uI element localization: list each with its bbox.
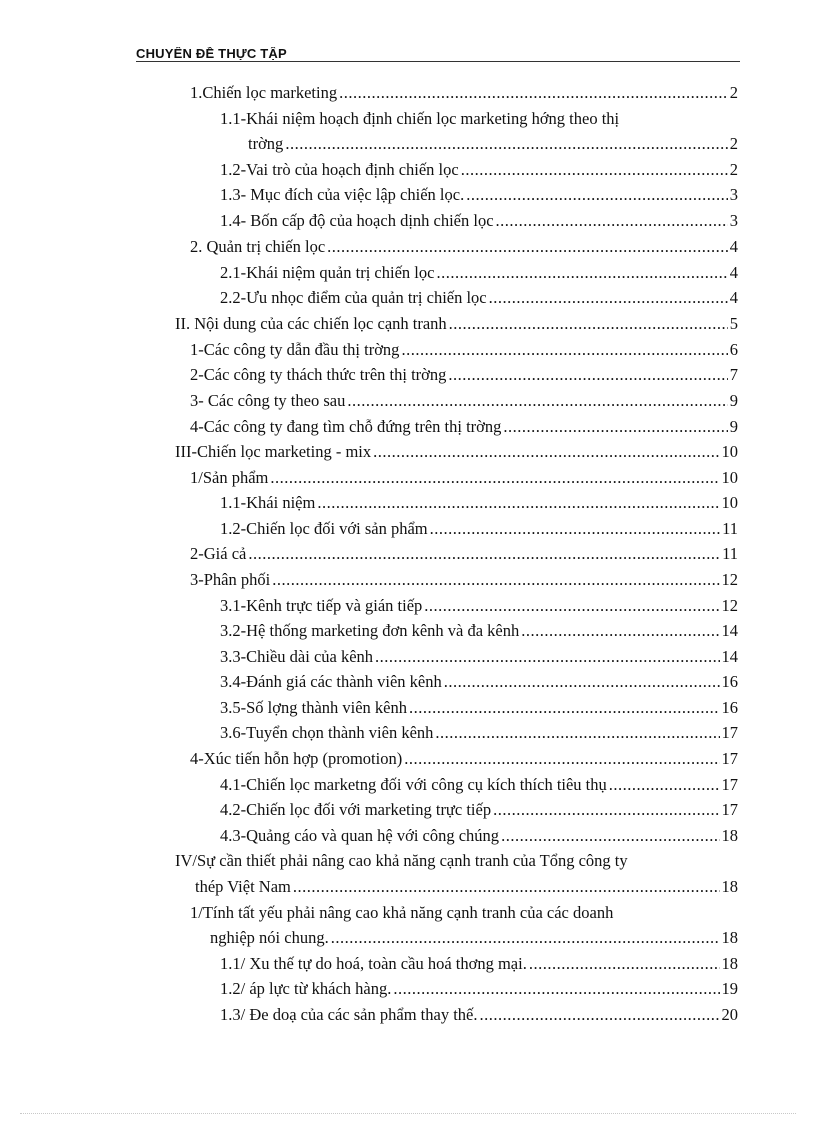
toc-entry-label: 3.3-Chiều dài của kênh [220,647,374,666]
toc-entry-line1: IV/Sự cần thiết phải nâng cao khả năng cạnh tranh của Tổng công ty [175,851,628,870]
toc-entry[interactable] [220,671,738,693]
toc-entry-label: 4.2-Chiến lọc đối với marketing trực tiếp [220,800,492,819]
toc-entry[interactable] [220,262,738,284]
dot-leader [373,441,719,463]
toc-page-number: 17 [721,723,738,742]
toc-entry-label: III-Chiến lọc marketing - mix [175,442,372,461]
toc-entry[interactable] [220,492,738,514]
toc-page-number: 9 [729,417,738,436]
toc-entry-label: 2-Giá cả [190,544,247,563]
toc-entry-label: 1.3- Mục đích của việc lập chiến lọc. [220,185,465,204]
toc-entry-label: 1-Các công ty dẫn đầu thị trờng [190,340,400,359]
toc-entry[interactable] [220,646,738,668]
toc-entry-label: nghiệp nói chung. [210,928,329,947]
toc-entry[interactable] [210,927,738,949]
toc-page-number: 6 [729,340,738,359]
toc-entry[interactable] [190,569,738,591]
dot-leader [466,184,728,206]
toc-entry-label: 2.1-Khái niệm quản trị chiến lọc [220,263,435,282]
dot-leader [375,646,719,668]
toc-page-number: 10 [721,468,738,487]
dot-leader [461,159,728,181]
dot-leader [285,133,727,155]
dot-leader [448,364,727,386]
dot-leader [430,518,720,540]
toc-entry[interactable] [248,133,738,155]
toc-page-number: 10 [721,493,738,512]
dot-leader [479,1004,719,1026]
toc-entry-label: 3.6-Tuyển chọn thành viên kênh [220,723,434,742]
dot-leader [404,748,719,770]
toc-page-number: 3 [729,185,738,204]
toc-page-number: 10 [721,442,738,461]
toc-entry[interactable] [190,364,738,386]
toc-entry[interactable] [220,518,738,540]
toc-entry-label: 3.1-Kênh trực tiếp và gián tiếp [220,596,423,615]
toc-entry[interactable] [220,774,738,796]
toc-entry[interactable] [190,748,738,770]
toc-entry-label: 1.2-Chiến lọc đối với sản phẩm [220,519,428,538]
toc-entry[interactable] [175,313,738,335]
dot-leader [248,543,720,565]
dot-leader [609,774,720,796]
toc-page-number: 11 [722,519,738,538]
toc-entry[interactable] [190,543,738,565]
toc-page-number: 14 [721,621,738,640]
dot-leader [270,467,719,489]
toc-entry[interactable] [190,390,738,412]
toc-page-number: 18 [721,954,738,973]
dot-leader [409,697,720,719]
toc-entry-label: 2. Quản trị chiến lọc [190,237,326,256]
toc-entry-label: 3.4-Đánh giá các thành viên kênh [220,672,442,691]
dot-leader [293,876,720,898]
dot-leader [435,722,719,744]
toc-entry[interactable] [195,876,738,898]
dot-leader [493,799,719,821]
header-rule [136,61,740,62]
dot-leader [529,953,720,975]
dot-leader [272,569,719,591]
dot-leader [521,620,719,642]
toc-entry-line1: 1.1-Khái niệm hoạch định chiến lọc marketing hớng theo thị [220,109,620,128]
toc-entry[interactable] [220,159,738,181]
toc-entry-label: trờng [248,134,284,153]
toc-entry[interactable] [175,441,738,463]
toc-entry-label: 1.1-Khái niệm [220,493,316,512]
toc-entry-label: thép Việt Nam [195,877,291,896]
toc-entry[interactable] [220,953,738,975]
toc-entry-label: 1.4- Bốn cấp độ của hoạch dịnh chiến lọc [220,211,494,230]
toc-entry[interactable] [220,287,738,309]
toc-page-number: 16 [721,672,738,691]
dot-leader [444,671,720,693]
footer-dotted-line [20,1113,796,1115]
toc-entry-label: 3-Phân phối [190,570,271,589]
dot-leader [449,313,728,335]
toc-entry-label: 2-Các công ty thách thức trên thị trờng [190,365,447,384]
toc-entry-label: 4-Xúc tiến hỗn hợp (promotion) [190,749,403,768]
toc-page-number: 9 [729,391,738,410]
dot-leader [347,390,727,412]
toc-page-number: 4 [729,263,738,282]
toc-entry-label: 1.2/ áp lực từ khách hàng. [220,979,392,998]
toc-page-number: 18 [721,826,738,845]
toc-entry-label: 1/Sản phẩm [190,468,269,487]
running-header: CHUYÊN ĐỀ THỰC TẬP [136,47,287,60]
toc-page-number: 11 [722,544,738,563]
dot-leader [503,416,727,438]
dot-leader [496,210,728,232]
toc-entry[interactable] [220,722,738,744]
toc-entry[interactable] [190,339,738,361]
toc-page-number: 4 [729,237,738,256]
toc-page-number: 16 [721,698,738,717]
dot-leader [393,978,719,1000]
toc-entry-label: 3- Các công ty theo sau [190,391,346,410]
toc-entry[interactable] [220,620,738,642]
dot-leader [436,262,727,284]
dot-leader [327,236,728,258]
toc-entry-line1: 1/Tính tất yếu phải nâng cao khả năng cạnh tranh của các doanh [190,903,614,922]
toc-page-number: 3 [729,211,738,230]
dot-leader [424,595,719,617]
toc-entry-label: 4.1-Chiến lọc marketng đối với công cụ kích thích tiêu thụ [220,775,607,794]
toc-entry[interactable] [190,236,738,258]
toc-entry[interactable] [220,825,738,847]
dot-leader [489,287,728,309]
toc-page-number: 12 [721,570,738,589]
dot-leader [339,82,728,104]
toc-entry[interactable] [220,697,738,719]
toc-entry-label: II. Nội dung của các chiến lọc cạnh tranh [175,314,447,333]
toc-page-number: 12 [721,596,738,615]
toc-page-number: 2 [729,83,738,102]
dot-leader [401,339,727,361]
toc-entry-label: 1.1/ Xu thế tự do hoá, toàn cầu hoá thơng mại. [220,954,527,973]
toc-entry-label: 1.2-Vai trò của hoạch định chiến lọc [220,160,459,179]
toc-entry-label: 1.3/ Đe doạ của các sản phẩm thay thế. [220,1005,478,1024]
toc-page-number: 17 [721,800,738,819]
toc-entry[interactable] [220,1004,738,1026]
toc-entry-label: 4-Các công ty đang tìm chỗ đứng trên thị trờng [190,417,502,436]
toc-page-number: 20 [721,1005,738,1024]
toc-entry[interactable] [190,416,738,438]
dot-leader [317,492,719,514]
toc-page-number: 18 [721,928,738,947]
toc-entry[interactable] [220,978,738,1000]
toc-page-number: 14 [721,647,738,666]
dot-leader [331,927,720,949]
toc-page-number: 7 [729,365,738,384]
toc-page-number: 2 [729,160,738,179]
toc-entry[interactable] [220,595,738,617]
dot-leader [501,825,719,847]
toc-entry[interactable] [190,82,738,104]
toc-entry-label: 3.2-Hệ thống marketing đơn kênh và đa kênh [220,621,520,640]
toc-page-number: 19 [721,979,738,998]
toc-entry-label: 1.Chiến lọc marketing [190,83,338,102]
toc-entry-label: 4.3-Quảng cáo và quan hệ với công chúng [220,826,500,845]
toc-page-number: 17 [721,775,738,794]
toc-entry-label: 3.5-Số lợng thành viên kênh [220,698,407,717]
toc-entry[interactable] [220,799,738,821]
toc-page-number: 5 [729,314,738,333]
toc-entry[interactable] [220,210,738,232]
toc-entry-label: 2.2-Ưu nhọc điểm của quản trị chiến lọc [220,288,487,307]
toc-page-number: 4 [729,288,738,307]
toc-page-number: 17 [721,749,738,768]
toc-entry[interactable] [190,467,738,489]
toc-entry[interactable] [220,184,738,206]
toc-page-number: 18 [721,877,738,896]
toc-page-number: 2 [729,134,738,153]
